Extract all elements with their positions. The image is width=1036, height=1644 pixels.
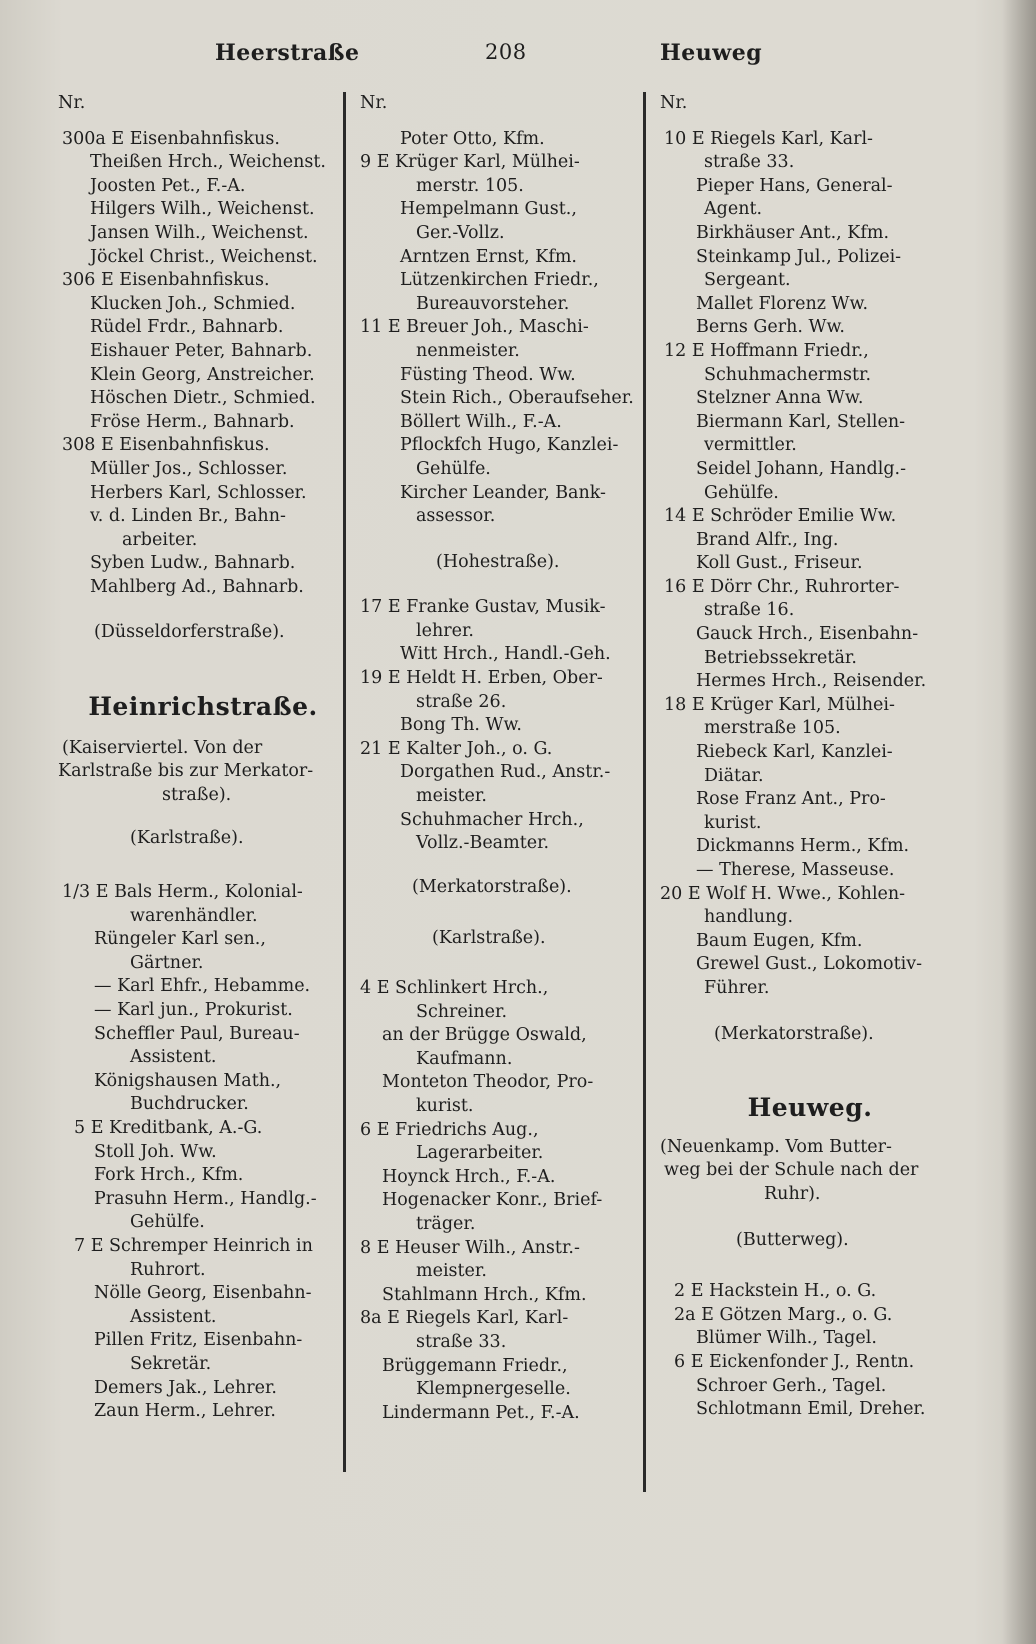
directory-entry-line: Sekretär.: [130, 1353, 212, 1374]
directory-entry-line: — Karl Ehfr., Hebamme.: [94, 976, 311, 997]
directory-entry-line: Brand Alfr., Ing.: [696, 529, 839, 550]
directory-entry-line: straße 33.: [416, 1331, 507, 1352]
directory-entry-line: 2 E Hackstein H., o. G.: [674, 1281, 877, 1302]
directory-entry-line: Kaufmann.: [416, 1048, 513, 1069]
directory-entry-line: Karlstraße bis zur Merkator-: [58, 761, 314, 782]
spacer: [58, 116, 348, 128]
directory-entry-line: Prasuhn Herm., Handlg.-: [94, 1188, 317, 1209]
directory-entry-line: Mahlberg Ad., Bahnarb.: [90, 576, 304, 597]
directory-entry-line: warenhändler.: [130, 905, 258, 926]
directory-entry-line: Birkhäuser Ant., Kfm.: [696, 222, 890, 243]
directory-entry-line: Klein Georg, Anstreicher.: [90, 364, 315, 385]
directory-entry-line: 1/3 E Bals Herm., Kolonial-: [62, 882, 303, 903]
street-heading: Heinrichstraße.: [88, 692, 318, 722]
directory-entry-line: straße 16.: [704, 600, 795, 621]
directory-entry-line: Sergeant.: [704, 270, 791, 291]
directory-entry-line: 4 E Schlinkert Hrch.,: [360, 978, 549, 998]
directory-entry-line: Seidel Johann, Handlg.-: [696, 458, 907, 479]
directory-entry-line: 6 E Friedrichs Aug.,: [360, 1119, 539, 1140]
directory-entry-line: merstr. 105.: [416, 175, 524, 196]
directory-entry-line: Theißen Hrch., Weichenst.: [90, 152, 326, 173]
directory-entry-line: lehrer.: [416, 620, 474, 641]
directory-entry-line: — Therese, Masseuse.: [696, 860, 895, 880]
directory-entry-line: (Karlstraße).: [130, 828, 244, 849]
directory-entry-line: Buchdrucker.: [130, 1094, 249, 1115]
directory-entry-line: Zaun Herm., Lehrer.: [94, 1401, 276, 1422]
directory-entry-line: Brüggemann Friedr.,: [382, 1355, 568, 1376]
spacer: [58, 851, 348, 881]
directory-entry-line: Fork Hrch., Kfm.: [94, 1165, 244, 1186]
directory-entry-line: (Merkatorstraße).: [714, 1023, 874, 1044]
directory-entry-line: Rüdel Frdr., Bahnarb.: [90, 317, 284, 338]
directory-entry-line: Stelzner Anna Ww.: [696, 388, 864, 409]
directory-entry-line: Jansen Wilh., Weichenst.: [90, 222, 309, 243]
directory-entry-line: (Düsseldorferstraße).: [94, 622, 285, 643]
directory-entry-line: Hilgers Wilh., Weichenst.: [90, 199, 315, 220]
directory-entry-line: Klempnergeselle.: [416, 1379, 571, 1400]
directory-entry-line: 12 E Hoffmann Friedr.,: [664, 340, 869, 361]
directory-entry-line: Hermes Hrch., Reisender.: [696, 671, 927, 692]
spacer: [360, 899, 650, 927]
directory-column-2: [360, 92, 650, 1425]
directory-entry-line: 8 E Heuser Wilh., Anstr.-: [360, 1237, 580, 1258]
spacer: [58, 807, 348, 827]
directory-entry-line: Stahlmann Hrch., Kfm.: [382, 1284, 587, 1305]
directory-entry-line: Scheffler Paul, Bureau-: [94, 1023, 300, 1044]
directory-entry-line: Dorgathen Rud., Anstr.-: [400, 762, 611, 783]
directory-entry-line: Ruhrort.: [130, 1259, 206, 1280]
directory-entry-line: Rose Franz Ant., Pro-: [696, 789, 886, 810]
directory-entry-line: 18 E Krüger Karl, Mülhei-: [664, 694, 895, 715]
directory-entry-line: Diätar.: [704, 765, 764, 786]
directory-entry-line: 16 E Dörr Chr., Ruhrorter-: [664, 576, 900, 597]
directory-entry-line: Schreiner.: [416, 1001, 508, 1022]
directory-entry-line: Ruhr).: [764, 1183, 821, 1204]
spacer: [58, 645, 348, 695]
spacer: [360, 951, 650, 977]
directory-entry-line: Königshausen Math.,: [94, 1070, 282, 1091]
directory-entry-line: 9 E Krüger Karl, Mülhei-: [360, 152, 580, 173]
directory-column-3: [660, 92, 960, 1422]
directory-entry-line: Nölle Georg, Eisenbahn-: [94, 1283, 312, 1304]
directory-entry-line: Assistent.: [130, 1047, 217, 1068]
spacer: [58, 599, 348, 621]
directory-entry-line: nenmeister.: [416, 340, 520, 361]
spacer: [58, 719, 348, 737]
directory-entry-line: Betriebssekretär.: [704, 647, 857, 668]
directory-entry-line: 306 E Eisenbahnfiskus.: [62, 270, 270, 291]
directory-entry-line: straße 26.: [416, 691, 507, 712]
directory-entry-line: (Karlstraße).: [432, 928, 546, 949]
directory-entry-line: Biermann Karl, Stellen-: [696, 411, 906, 432]
directory-entry-line: Hoynck Hrch., F.-A.: [382, 1166, 556, 1187]
directory-entry-line: 17 E Franke Gustav, Musik-: [360, 597, 606, 618]
directory-entry-line: (Kaiserviertel. Von der: [62, 737, 263, 758]
directory-entry-line: Bureauvorsteher.: [416, 293, 570, 314]
directory-entry-line: 21 E Kalter Joh., o. G.: [360, 738, 553, 759]
directory-entry-line: (Hohestraße).: [436, 551, 560, 572]
directory-entry-line: Gehülfe.: [130, 1212, 205, 1233]
running-header-left: Heerstraße: [215, 40, 360, 66]
directory-entry-line: arbeiter.: [122, 529, 198, 550]
directory-entry-line: Stoll Joh. Ww.: [94, 1141, 217, 1162]
spacer: [660, 1252, 960, 1280]
directory-entry-line: Demers Jak., Lehrer.: [94, 1377, 277, 1398]
directory-entry-line: an der Brügge Oswald,: [382, 1025, 587, 1046]
directory-entry-line: Hogenacker Konr., Brief-: [382, 1190, 603, 1211]
directory-entry-line: Schlotmann Emil, Dreher.: [696, 1399, 926, 1420]
directory-entry-line: Schuhmachermstr.: [704, 364, 872, 385]
directory-entry-line: Bong Th. Ww.: [400, 715, 522, 736]
directory-entry-line: Koll Gust., Friseur.: [696, 553, 863, 574]
spacer: [360, 856, 650, 876]
directory-entry-line: straße 33.: [704, 152, 795, 173]
directory-entry-line: Führer.: [704, 977, 770, 998]
directory-entry-line: Baum Eugen, Kfm.: [696, 930, 863, 951]
directory-entry-line: Füsting Theod. Ww.: [400, 364, 576, 385]
directory-entry-line: merstraße 105.: [704, 718, 841, 739]
directory-entry-line: Jöckel Christ., Weichenst.: [90, 246, 318, 267]
directory-entry-line: Monteton Theodor, Pro-: [382, 1072, 594, 1093]
directory-entry-line: Dickmanns Herm., Kfm.: [696, 836, 910, 857]
directory-entry-line: Steinkamp Jul., Polizei-: [696, 246, 902, 267]
spacer: [660, 1120, 960, 1136]
directory-entry-line: 10 E Riegels Karl, Karl-: [664, 128, 873, 149]
directory-entry-line: Gärtner.: [130, 952, 204, 973]
directory-entry-line: Herbers Karl, Schlosser.: [90, 482, 307, 503]
directory-entry-line: Kircher Leander, Bank-: [400, 482, 606, 503]
directory-entry-line: 2a E Götzen Marg., o. G.: [674, 1304, 893, 1325]
directory-entry-line: Böllert Wilh., F.-A.: [400, 411, 562, 432]
directory-entry-line: Gauck Hrch., Eisenbahn-: [696, 624, 919, 645]
directory-entry-line: 7 E Schremper Heinrich in: [74, 1235, 313, 1256]
directory-entry-line: (Merkatorstraße).: [412, 876, 572, 897]
directory-entry-line: straße).: [162, 784, 232, 805]
directory-entry-line: (Neuenkamp. Vom Butter-: [660, 1136, 892, 1157]
directory-entry-line: 300a E Eisenbahnfiskus.: [62, 128, 280, 149]
directory-entry-line: Lützenkirchen Friedr.,: [400, 270, 599, 291]
directory-entry-line: Grewel Gust., Lokomotiv-: [696, 954, 923, 975]
page-edge-shadow: [1002, 0, 1036, 1644]
directory-entry-line: Lagerarbeiter.: [416, 1143, 544, 1164]
directory-entry-line: Berns Gerh. Ww.: [696, 317, 845, 338]
spacer: [660, 1046, 960, 1096]
directory-entry-line: 19 E Heldt H. Erben, Ober-: [360, 668, 603, 689]
directory-entry-line: Pieper Hans, General-: [696, 175, 893, 196]
directory-entry-line: Pillen Fritz, Eisenbahn-: [94, 1330, 303, 1351]
directory-entry-line: meister.: [416, 786, 487, 807]
directory-entry-line: Blümer Wilh., Tagel.: [696, 1328, 877, 1349]
directory-entry-line: Müller Jos., Schlosser.: [90, 458, 288, 479]
directory-entry-line: Hempelmann Gust.,: [400, 199, 577, 220]
directory-entry-line: 6 E Eickenfonder J., Rentn.: [674, 1351, 915, 1372]
directory-entry-line: Nr.: [360, 93, 388, 113]
directory-entry-line: Schroer Gerh., Tagel.: [696, 1375, 887, 1396]
spacer: [660, 1207, 960, 1229]
directory-entry-line: kurist.: [416, 1095, 474, 1116]
running-header-right: Heuweg: [660, 40, 763, 66]
directory-entry-line: Nr.: [58, 93, 86, 113]
directory-entry-line: Gehülfe.: [704, 482, 779, 503]
directory-entry-line: Witt Hrch., Handl.-Geh.: [400, 644, 611, 665]
directory-entry-line: Pflockfch Hugo, Kanzlei-: [400, 435, 619, 456]
spacer: [660, 1001, 960, 1023]
directory-entry-line: Nr.: [660, 93, 688, 113]
directory-column-1: [58, 92, 348, 1424]
directory-entry-line: Riebeck Karl, Kanzlei-: [696, 742, 893, 763]
directory-entry-line: Ger.-Vollz.: [416, 222, 505, 243]
spacer: [360, 529, 650, 551]
directory-entry-line: Stein Rich., Oberaufseher.: [400, 388, 634, 409]
directory-entry-line: Höschen Dietr., Schmied.: [90, 388, 316, 409]
directory-entry-line: 14 E Schröder Emilie Ww.: [664, 506, 897, 527]
directory-entry-line: Klucken Joh., Schmied.: [90, 293, 296, 314]
directory-entry-line: meister.: [416, 1261, 487, 1282]
directory-entry-line: vermittler.: [704, 435, 797, 456]
directory-entry-line: Eishauer Peter, Bahnarb.: [90, 340, 313, 361]
directory-entry-line: Gehülfe.: [416, 458, 491, 479]
spacer: [360, 116, 650, 128]
directory-entry-line: assessor.: [416, 506, 496, 527]
directory-entry-line: 5 E Kreditbank, A.-G.: [74, 1117, 263, 1138]
directory-entry-line: v. d. Linden Br., Bahn-: [90, 506, 286, 527]
spacer: [360, 574, 650, 596]
directory-entry-line: Poter Otto, Kfm.: [400, 128, 545, 149]
directory-entry-line: Joosten Pet., F.-A.: [90, 175, 246, 196]
directory-entry-line: kurist.: [704, 812, 762, 833]
directory-entry-line: weg bei der Schule nach der: [664, 1160, 919, 1181]
directory-entry-line: 20 E Wolf H. Wwe., Kohlen-: [660, 883, 906, 904]
directory-entry-line: Rüngeler Karl sen.,: [94, 929, 266, 950]
street-heading: Heuweg.: [747, 1093, 873, 1123]
spacer: [660, 116, 960, 128]
directory-entry-line: 8a E Riegels Karl, Karl-: [360, 1308, 569, 1329]
directory-entry-line: Syben Ludw., Bahnarb.: [90, 553, 296, 574]
directory-entry-line: 308 E Eisenbahnfiskus.: [62, 435, 270, 456]
directory-entry-line: Schuhmacher Hrch.,: [400, 809, 584, 830]
directory-entry-line: Lindermann Pet., F.-A.: [382, 1402, 580, 1423]
page-number: 208: [485, 40, 527, 64]
directory-entry-line: Vollz.-Beamter.: [416, 833, 550, 854]
directory-entry-line: träger.: [416, 1213, 476, 1234]
directory-entry-line: handlung.: [704, 907, 794, 928]
directory-entry-line: Mallet Florenz Ww.: [696, 293, 869, 314]
directory-entry-line: Arntzen Ernst, Kfm.: [400, 246, 577, 267]
directory-entry-line: 11 E Breuer Joh., Maschi-: [360, 317, 589, 338]
directory-entry-line: Fröse Herm., Bahnarb.: [90, 411, 295, 432]
directory-entry-line: — Karl jun., Prokurist.: [94, 1000, 293, 1020]
directory-entry-line: Agent.: [704, 199, 763, 220]
directory-entry-line: Assistent.: [130, 1306, 217, 1327]
directory-entry-line: (Butterweg).: [736, 1229, 849, 1250]
